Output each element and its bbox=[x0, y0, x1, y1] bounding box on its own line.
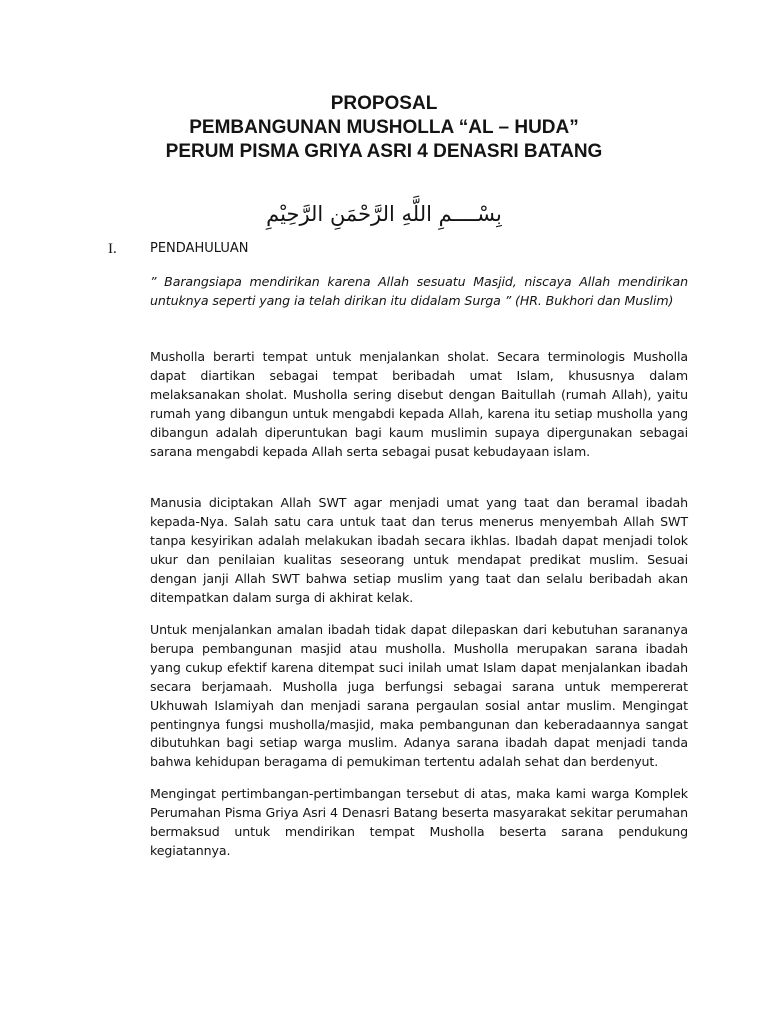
paragraph-4: Mengingat pertimbangan-pertimbangan tersebut di atas, maka kami warga Komplek Perumahan Pisma Griya Asri 4 Denasri Batang beserta masyarakat sekitar perumahan bermaksud untuk mendirikan tempat Musholla beserta sarana pendukung kegiatannya. bbox=[150, 786, 688, 858]
paragraph-3: Untuk menjalankan amalan ibadah tidak dapat dilepaskan dari kebutuhan sarananya berupa pembangunan masjid atau musholla. Musholla merupakan sarana ibadah yang cukup efektif karena ditempat suci inilah umat Islam dapat menjalankan ibadah secara berjamaah. Musholla juga berfungsi sebagai sarana untuk mempererat Ukhuwah Islamiyah dan menjadi sarana pergaulan sosial antar muslim. Mengingat pentingnya fungsi musholla/masjid, maka pembangunan dan keberadaannya sangat dibutuhkan bagi setiap warga muslim. Adanya sarana ibadah dapat menjadi tanda bahwa kehidupan beragama di pemukiman tertentu adalah sehat dan berdenyut. bbox=[150, 622, 688, 770]
hadith-quote: ” Barangsiapa mendirikan karena Allah sesuatu Masjid, niscaya Allah mendirikan untuknya seperti yang ia telah dirikan itu didalam Surga ” (HR. Bukhori dan Muslim) bbox=[150, 274, 688, 308]
title-line-proposal: PROPOSAL bbox=[330, 93, 438, 114]
section-heading: PENDAHULUAN bbox=[150, 241, 249, 256]
basmalah-text: بِسْــــمِ اللَّهِ الرَّحْمَنِ الرَّحِيْمِ bbox=[266, 202, 502, 226]
document-title bbox=[0, 92, 768, 164]
section-number: I. bbox=[108, 241, 117, 257]
title-line-project: PEMBANGUNAN MUSHOLLA “AL – HUDA” bbox=[189, 117, 579, 138]
title-line-location: PERUM PISMA GRIYA ASRI 4 DENASRI BATANG bbox=[165, 141, 603, 162]
paragraph-1: Musholla berarti tempat untuk menjalankan sholat. Secara terminologis Musholla dapat diartikan sebagai tempat beribadah umat Islam, khususnya dalam melaksanakan sholat. Musholla sering disebut dengan Baitullah (rumah Allah), yaitu rumah yang dibangun untuk mengabdi kepada Allah, karena itu setiap musholla yang dibangun adalah diperuntukan bagi kaum muslimin supaya dipergunakan sebagai sarana mengabdi kepada Allah serta sebagai pusat kebudayaan islam. bbox=[150, 349, 688, 459]
paragraph-2: Manusia diciptakan Allah SWT agar menjadi umat yang taat dan beramal ibadah kepada-Nya. Salah satu cara untuk taat dan terus menerus menyembah Allah SWT tanpa kesyirikan adalah melakukan ibadah secara ikhlas. Ibadah dapat menjadi tolok ukur dan penilaian kualitas seseorang untuk mendapat predikat muslim. Sesuai dengan janji Allah SWT bahwa setiap muslim yang taat dan selalu beribadah akan ditempatkan dalam surga di akhirat kelak. bbox=[150, 495, 688, 605]
